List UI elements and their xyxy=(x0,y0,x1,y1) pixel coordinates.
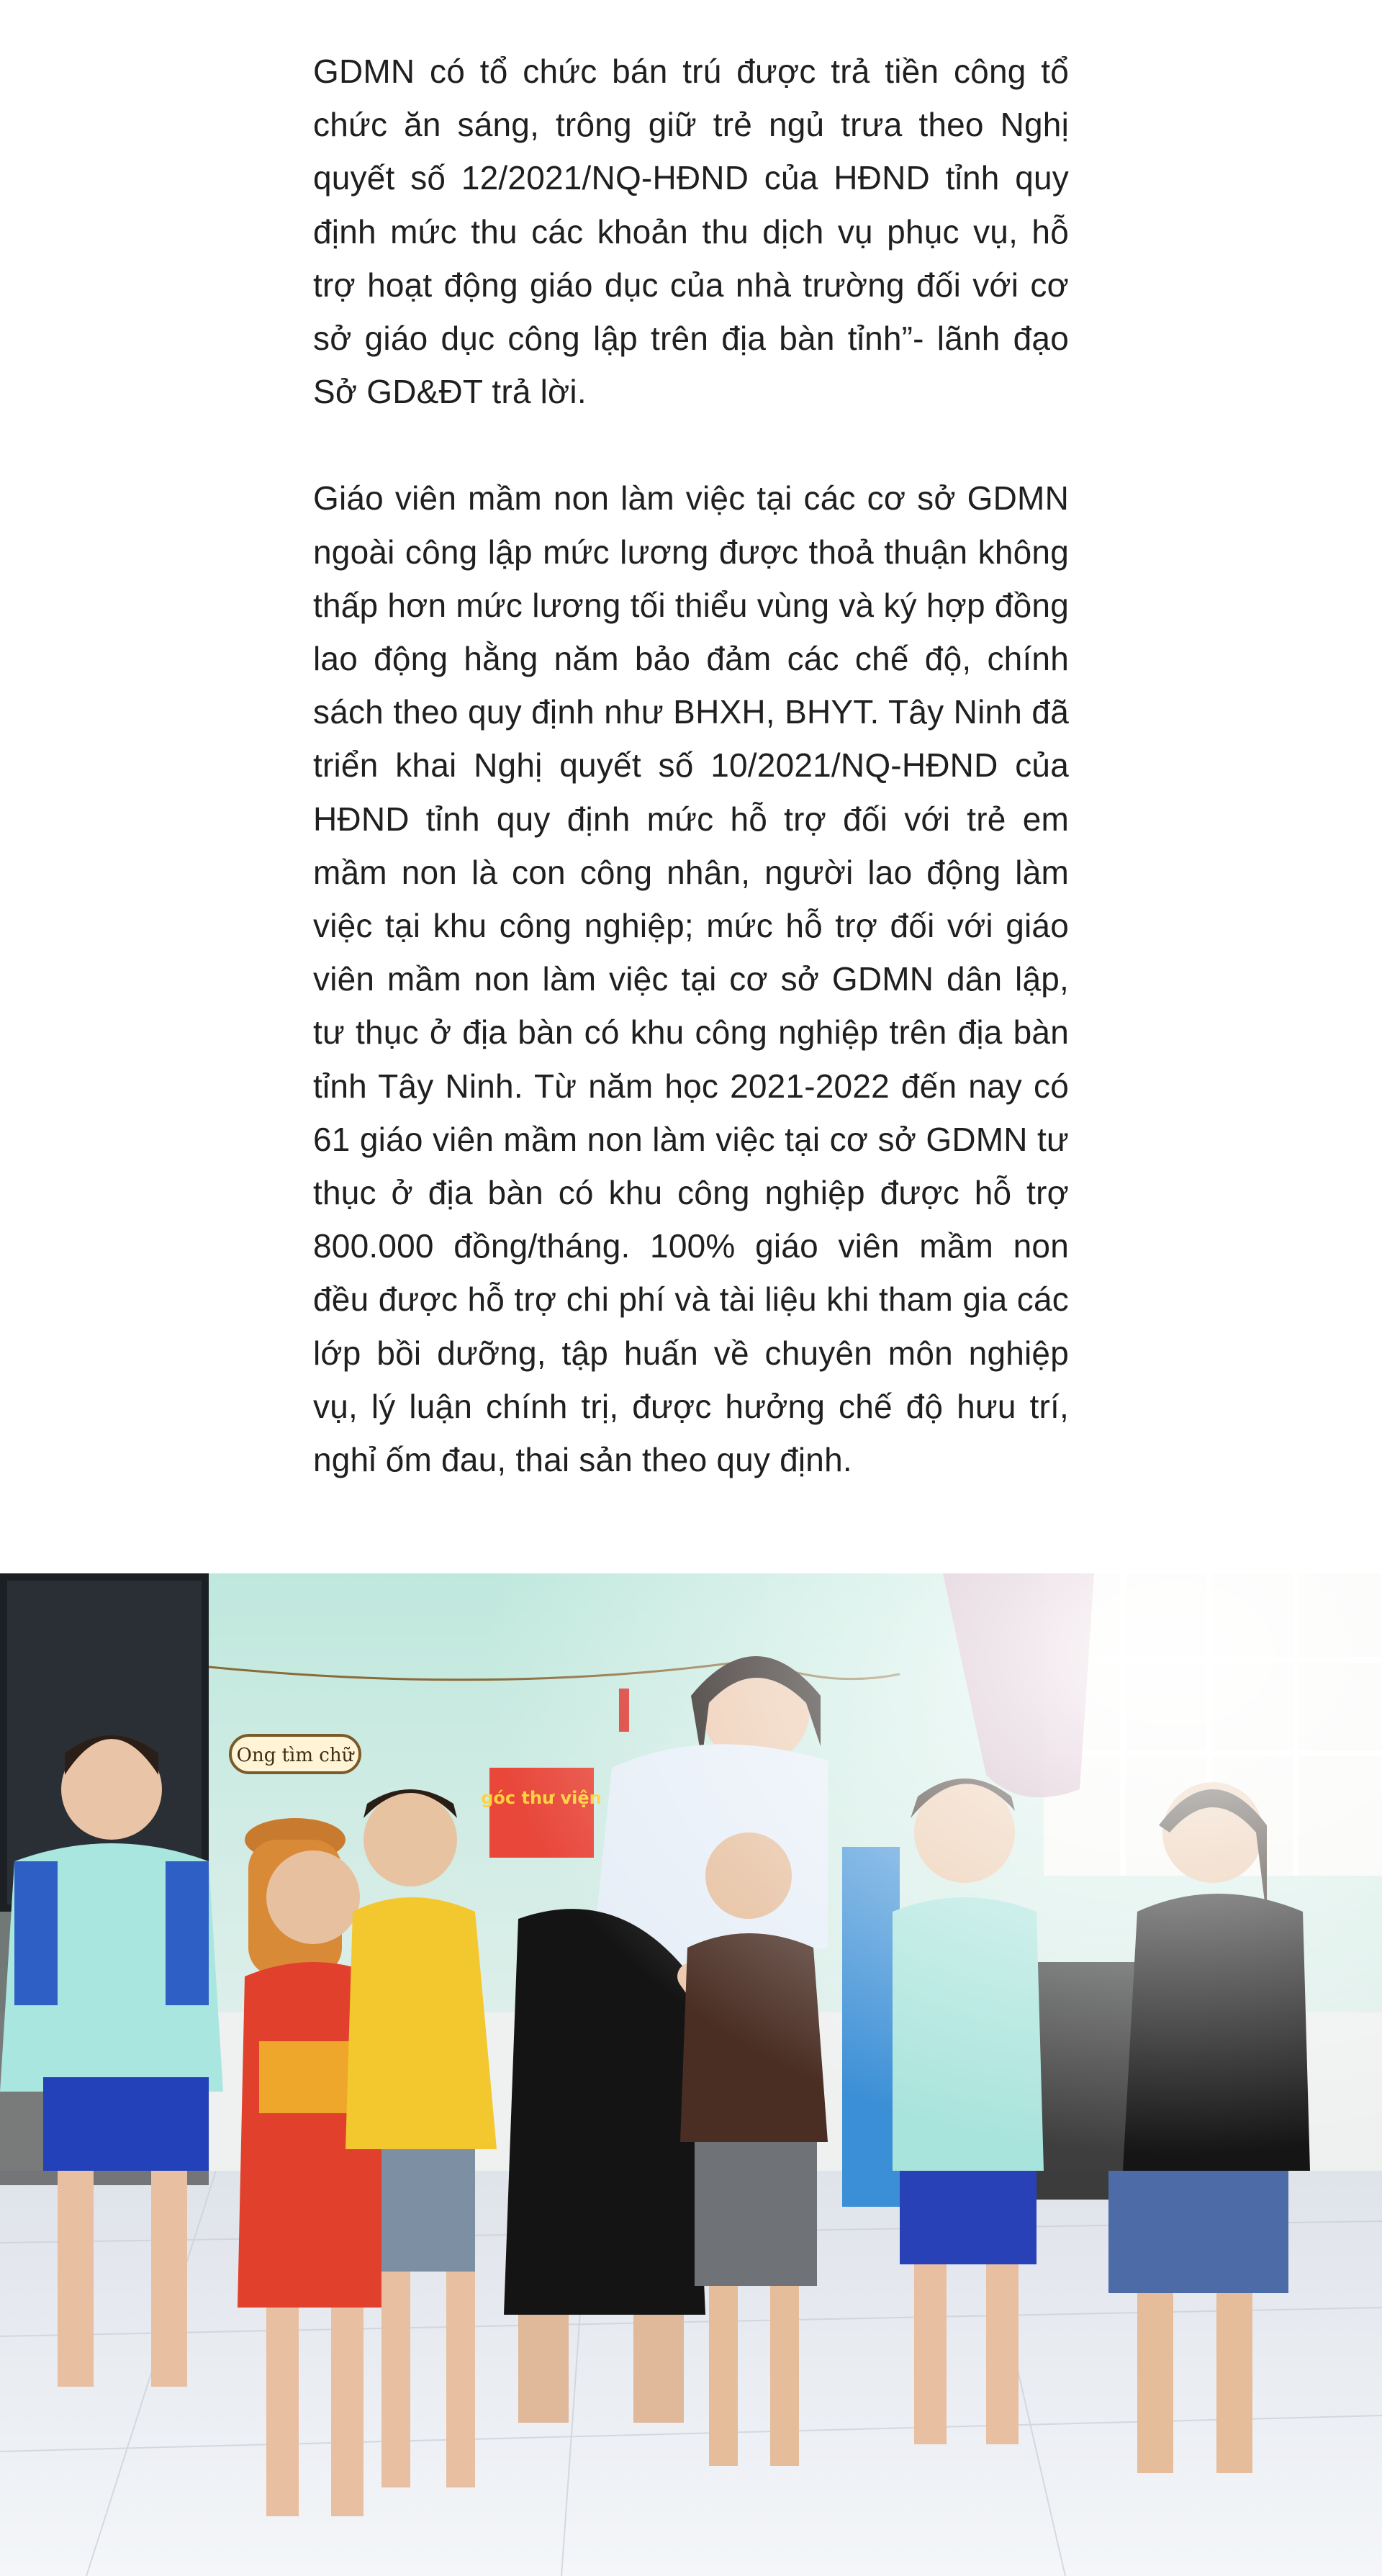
classroom-photo xyxy=(0,1573,1382,2576)
article-body xyxy=(313,45,1069,1486)
article-paragraph: Giáo viên mầm non làm việc tại các cơ sở GDMN ngoài công lập mức lương được thoả thuận không thấp hơn mức lương tối thiểu vùng và ký hợp đồng lao động hằng năm bảo đảm các chế độ, chính sách theo quy định như BHXH, BHYT. Tây Ninh đã triển khai Nghị quyết số 10/2021/NQ-HĐND của HĐND tỉnh quy định mức hỗ trợ đối với trẻ em mầm non là con công nhân, người lao động làm việc tại khu công nghiệp; mức hỗ trợ đối với giáo viên mầm non làm việc tại cơ sở GDMN dân lập, tư thục ở địa bàn có khu công nghiệp trên địa bàn tỉnh Tây Ninh. Từ năm học 2021-2022 đến nay có 61 giáo viên mầm non làm việc tại cơ sở GDMN tư thục ở địa bàn có khu công nghiệp được hỗ trợ 800.000 đồng/tháng. 100% giáo viên mầm non đều được hỗ trợ chi phí và tài liệu khi tham gia các lớp bồi dưỡng, tập huấn về chuyên môn nghiệp vụ, lý luận chính trị, được hưởng chế độ hưu trí, nghỉ ốm đau, thai sản theo quy định. xyxy=(313,479,1069,1479)
light-glare xyxy=(0,1573,1382,2576)
article-paragraph: GDMN có tổ chức bán trú được trả tiền công tổ chức ăn sáng, trông giữ trẻ ngủ trưa theo Nghị quyết số 12/2021/NQ-HĐND của HĐND tỉnh quy định mức thu các khoản thu dịch vụ phục vụ, hỗ trợ hoạt động giáo dục của nhà trường đối với cơ sở giáo dục công lập trên địa bàn tỉnh”- lãnh đạo Sở GD&ĐT trả lời. xyxy=(313,53,1069,411)
